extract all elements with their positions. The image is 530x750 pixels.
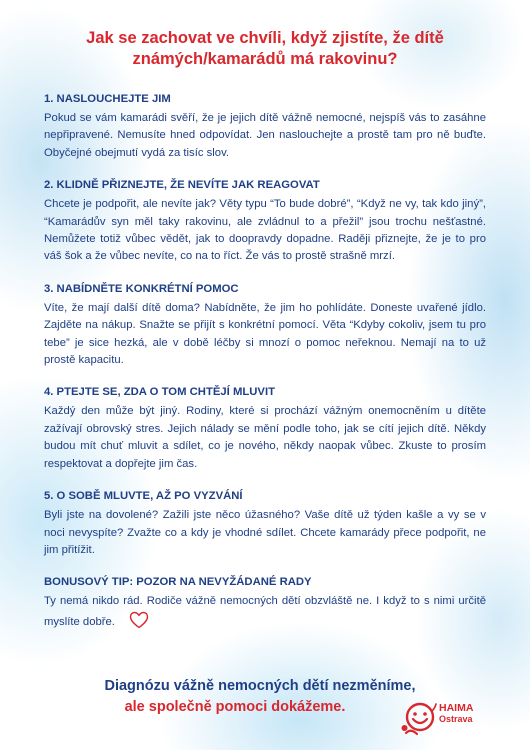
heart-outline-icon <box>129 611 149 635</box>
logo-text <box>439 703 473 725</box>
haima-logo <box>400 700 490 740</box>
section-title: 2. KLIDNĚ PŘIZNEJTE, ŽE NEVÍTE JAK REAGOVAT <box>44 179 320 192</box>
section-body: Ty nemá nikdo rád. Rodiče vážně nemocných dětí obzvláště ne. I když to s nimi určitě myslíte dobře. <box>44 595 486 628</box>
page-title: Jak se zachovat ve chvíli, když zjistíte, že dítě známých/kamarádů má rakovinu? <box>86 29 444 68</box>
section-body: Víte, že mají další dítě doma? Nabídněte, že jim ho pohlídáte. Doneste uvařené jídlo. Zajděte na nákup. Snažte se přijít s konkrétní pomocí. Věta “Kdyby cokoliv, jsem tu pro tebe” je sice hezká, ale v době léčby si mnozí o pomoc neřeknou. Nemají na to už prostě kapacitu. <box>44 301 486 367</box>
slogan-line-1: Diagnózu vážně nemocných dětí nezměníme, <box>104 678 416 694</box>
slogan-line-2: ale společně pomoci dokážeme. <box>124 699 346 715</box>
section-body: Byli jste na dovolené? Zažili jste něco úžasného? Vaše dítě už týden kašle a vy se v noci nevyspíte? Zvažte co a kdy je vhodné sdílet. Chcete kamarády přece podpořit, ne jim přitížit. <box>44 509 486 556</box>
logo-name: HAIMA <box>439 702 474 714</box>
section-4 <box>44 385 486 473</box>
section-5 <box>44 489 486 559</box>
section-title: BONUSOVÝ TIP: POZOR NA NEVYŽÁDANÉ RADY <box>44 576 312 589</box>
section-body-wrap <box>44 593 486 635</box>
haima-logo-icon <box>400 700 440 740</box>
section-title: 4. PTEJTE SE, ZDA O TOM CHTĚJÍ MLUVIT <box>44 386 275 399</box>
section-title: 3. NABÍDNĚTE KONKRÉTNÍ POMOC <box>44 282 239 295</box>
article <box>44 28 486 635</box>
section-title: 1. NASLOUCHEJTE JIM <box>44 93 171 105</box>
section-2 <box>44 178 486 266</box>
section-body: Pokud se vám kamarádi svěří, že je jejich dítě vážně nemocné, nejspíš vás to zasáhne nepřipravené. Nemusíte hned odpovídat. Jen naslouchejte a prostě tam pro ně buďte. Obyčejné obejmutí vydá za tisíc slov. <box>44 112 486 159</box>
section-3 <box>44 282 486 370</box>
section-body: Chcete je podpořit, ale nevíte jak? Věty typu “To bude dobré”, “Když ne vy, tak kdo jiný”, “Kamarádův syn měl taky rakovinu, ale zvládnul to a přežil” jsou trochu nešťastné. Nemůžete totiž vůbec vědět, jak to doopravdy dopadne. Raději přiznejte, že je to pro váš šok a že vůbec nevíte, co na to říct. Že vás to prostě strašně mrzí. <box>44 198 486 263</box>
section-title: 5. O SOBĚ MLUVTE, AŽ PO VYZVÁNÍ <box>44 490 243 503</box>
section-bonus <box>44 575 486 635</box>
logo-city: Ostrava <box>439 714 473 724</box>
section-1 <box>44 92 486 162</box>
section-body: Každý den může být jiný. Rodiny, které si prochází vážným onemocněním u dítěte zažívají obrovský stres. Jejich nálady se mění podle toho, jak se cítí jejich dítě. Někdy budou mít chuť mluvit a sdílet, co je nového, někdy naopak vůbec. Zkuste to prosím respektovat a dopřejte jim čas. <box>44 405 486 470</box>
